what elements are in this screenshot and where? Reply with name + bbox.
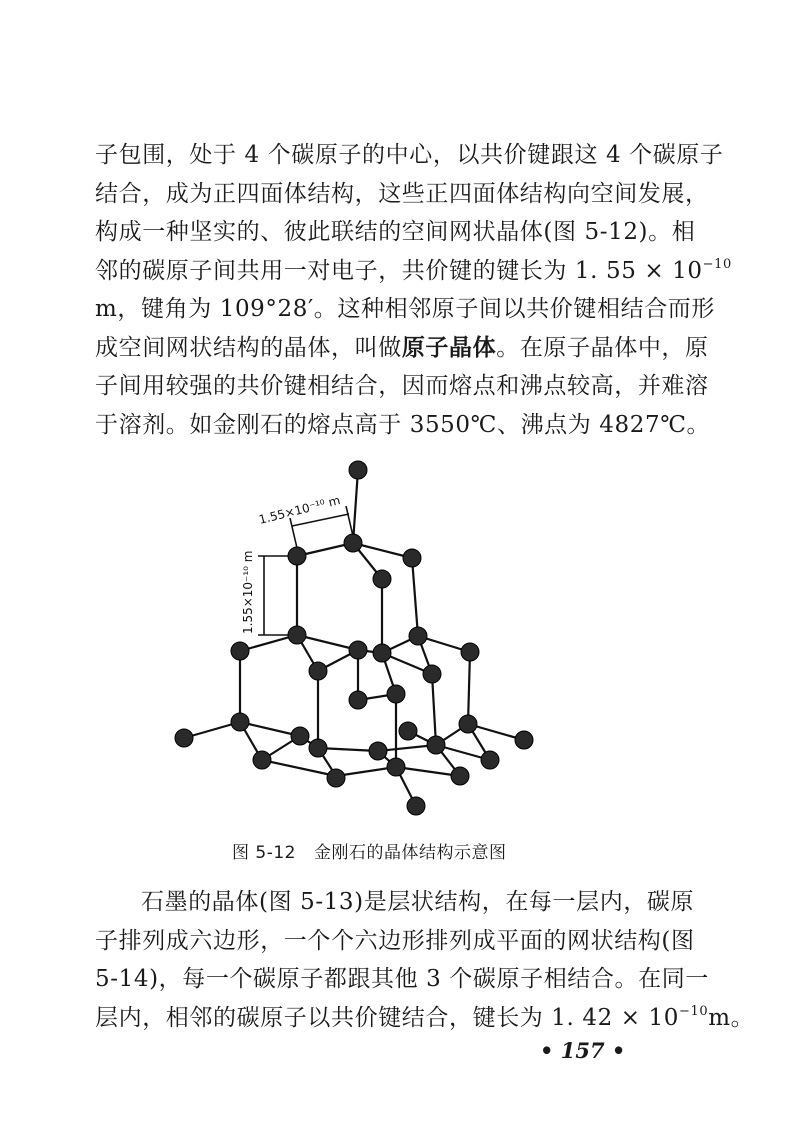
text-line: 子包围，处于 4 个碳原子的中心，以共价键跟这 4 个碳原子	[95, 142, 724, 168]
carbon-atom	[327, 769, 345, 787]
page-number: • 157 •	[540, 1038, 626, 1063]
carbon-atom	[461, 643, 479, 661]
carbon-atom	[387, 685, 405, 703]
carbon-atom	[427, 736, 445, 754]
text-line: 子间用较强的共价键相结合，因而熔点和沸点较高，并难溶	[95, 373, 709, 399]
carbon-atom	[399, 722, 417, 740]
carbon-atom	[515, 731, 533, 749]
exponent: −10	[679, 1003, 709, 1019]
carbon-atom	[309, 739, 327, 757]
text-segment: 邻的碳原子间共用一对电子，共价键的键长为 1. 55 × 10	[95, 257, 703, 284]
text-line: 于溶剂。如金刚石的熔点高于 3550℃、沸点为 4827℃。	[95, 411, 711, 438]
carbon-atom	[288, 547, 306, 565]
carbon-atom	[373, 570, 391, 588]
carbon-atom	[451, 767, 469, 785]
text-segment: m。	[708, 1004, 755, 1031]
carbon-atom	[309, 662, 327, 680]
text-line	[95, 999, 755, 1038]
carbon-atom	[409, 627, 427, 645]
carbon-atom	[373, 644, 391, 662]
carbon-atom	[231, 642, 249, 660]
carbon-atom	[291, 727, 309, 745]
text-segment: 。在原子晶体中，原	[496, 334, 709, 361]
text-line: 子排列成六边形，一个个六边形排列成平面的网状结构(图	[95, 927, 695, 954]
carbon-atom	[288, 626, 306, 644]
paragraph-atomic-crystal	[95, 136, 732, 444]
diamond-lattice-diagram	[160, 448, 560, 828]
text-line: 石墨的晶体(图 5-13)是层状结构，在每一层内，碳原	[141, 889, 695, 915]
text-line	[95, 252, 732, 291]
bond-length-label-side: 1.55×10⁻¹⁰ m	[241, 550, 255, 634]
carbon-atom	[175, 729, 193, 747]
carbon-atom	[253, 751, 271, 769]
exponent: −10	[702, 256, 732, 272]
text-line: m，键角为 109°28′。这种相邻原子间以共价键相结合而形	[95, 296, 716, 322]
carbon-atom	[344, 534, 362, 552]
paragraph-graphite	[95, 883, 755, 1037]
bond-length-label-top: 1.55×10⁻¹⁰ m	[257, 493, 342, 527]
figure-number: 图 5-12	[232, 843, 296, 863]
text-segment: 层内，相邻的碳原子以共价键结合，键长为 1. 42 × 10	[95, 1004, 679, 1031]
text-line	[95, 329, 709, 368]
carbon-atom	[349, 461, 367, 479]
text-segment: 成空间网状结构的晶体，叫做	[95, 334, 402, 361]
dimension-markers	[258, 506, 353, 635]
carbon-atom	[369, 742, 387, 760]
carbon-atom	[349, 691, 367, 709]
text-line: 结合，成为正四面体结构，这些正四面体结构向空间发展，	[95, 180, 709, 207]
carbon-atom	[387, 758, 405, 776]
figure-caption	[232, 838, 507, 863]
text-line: 5-14)，每一个碳原子都跟其他 3 个碳原子相结合。在同一	[95, 966, 709, 992]
figure-title: 金刚石的晶体结构示意图	[314, 843, 507, 863]
text-line: 构成一种坚实的、彼此联结的空间网状晶体(图 5-12)。相	[95, 219, 696, 245]
carbon-atom	[407, 797, 425, 815]
carbon-atom	[423, 665, 441, 683]
carbon-atom	[459, 715, 477, 733]
diamond-structure-figure	[160, 448, 560, 828]
carbon-atom	[481, 751, 499, 769]
bonds	[184, 470, 524, 806]
term-atomic-crystal: 原子晶体	[401, 333, 497, 361]
carbon-atom	[403, 549, 421, 567]
carbon-atom	[231, 713, 249, 731]
carbon-atom	[349, 641, 367, 659]
